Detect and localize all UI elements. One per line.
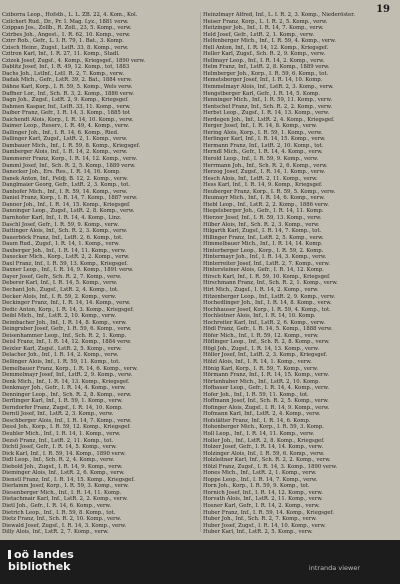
register-entry: Höfer Mich., Inf., I. R. 59, 12. Komp., verw.	[203, 332, 319, 339]
register-entry: Dachs Joh., LstInf., LstI. R. 2, 7. Komp., verw.	[2, 70, 125, 77]
register-entry: Deubler Mich., Inf., I. R. 14, 1. Komp., verw.	[2, 431, 121, 437]
logo-text-1: oö landes	[14, 548, 74, 561]
register-entry: Dessl Joh., Korp., I. R. 59, 12. Komp., Kriegsgef.	[2, 424, 131, 431]
register-entry: Dilly Alois, Inf., LstR. 2, 7. Komp., verw.	[2, 529, 109, 536]
register-entry: Danek Anton, Inf., Feldj. B. 12, 2. Komp., verw.	[2, 175, 128, 182]
register-entry: Hochleitner Alois, Inf., I. R. 14, 10. Komp.	[203, 313, 316, 320]
viewer-footer	[0, 540, 400, 584]
register-entry: Herdegen Joh., Inf., LstR. 2, 4. Komp., Kriegsgef.	[203, 116, 335, 123]
register-entry: Hohenberger Mich., Korp., I. R. 59, 3. Komp.	[203, 424, 324, 431]
register-entry: Danhofer Mich., Inf., I. R. 59, 14. Komp., verw.	[2, 188, 128, 195]
register-entry: Holzleitner Karl, Inf., Sch. R. 2, 2. Komp., verw.	[203, 457, 331, 464]
register-entry: Helfenberger Mich., Inf., I. R. 59, 4. Komp., verw.	[203, 38, 337, 45]
register-entry: Dick Karl, Inf., I. R. 59, 14. Komp., 1890 verw.	[2, 450, 126, 457]
register-entry: Deisl Franz, Inf., I. R. 14, 12. Komp., 1884 verw.	[2, 339, 132, 346]
register-entry: Dahmen Kaspar, Inf., LstR. 33, 11. Komp., verw.	[2, 103, 131, 110]
register-entry: Hosner Karl, Gefr., I. R. 14, 2. Komp., verw.	[203, 503, 320, 510]
left-column	[2, 12, 198, 536]
register-entry: Diewald Josef, Zugsf., I. R. 14, 3. Komp., verw.	[2, 522, 127, 529]
register-entry: Henninger Mich., Inf., I. R. 59, 11. Komp., verw.	[203, 97, 333, 104]
register-entry: Dechant Joh., Zugsf., LstR. 2, 4. Komp., tot.	[2, 286, 119, 293]
register-entry: Hofstätter Franz, Inf., I. R. 14, 6. Komp.	[203, 417, 311, 424]
register-entry: Heiser Franz, Korp., L. I. R. 2, 5. Komp., verw.	[203, 18, 328, 25]
register-entry: Herzog Josef, Zugsf., I. R. 14, 1. Komp., verw.	[203, 169, 326, 176]
register-entry: Hilber Alois, Inf., Sch. R. 2, 3. Komp., verw.	[203, 221, 320, 228]
register-entry: Dierlamm Josef, Korp., I. R. 59, 3. Komp., verw.	[2, 483, 129, 490]
register-entry: Hitzenberger Leop., Inf., LstR. 2, 9. Komp., verw.	[203, 293, 336, 300]
register-entry: Huber Joh., Inf., Sch. R. 2, 7. Komp., verw.	[203, 516, 317, 523]
register-entry: Deimbacher Joh., Inf., I. R. 14, 8. Komp., verw.	[2, 319, 127, 326]
register-entry: Danecker Joh., Ers. Res., I. R. 14, 16. Komp.	[2, 169, 121, 176]
register-entry: Derndorfer Franz, Zugsf., I. R. 14, 10. Komp.	[2, 404, 123, 411]
register-entry: Derflinger Karl, Inf., I. R. 59, 1. Komp., verw.	[2, 398, 123, 405]
register-entry: Holl Leop., Inf., I. R. 14, 11. Komp., verw.	[203, 431, 315, 437]
register-entry: Hengstberger Karl, Gefr., I. R. 14, 5. Komp.	[203, 90, 320, 97]
register-entry: Holler Joh., Inf., LstR. 2, 8. Komp., Kriegsgef.	[203, 437, 325, 444]
viewer-label[interactable]: intranda viewer	[308, 564, 360, 572]
register-entry: Hochreiter Karl, Inf., LstR. 2, 6. Komp., verw.	[203, 319, 325, 326]
register-entry: Hess Karl, Inf., I. R. 14, 9. Komp., Kriegsgef.	[203, 182, 323, 189]
register-entry: Dietachmair Karl, Inf., LstR. 2, 2. Komp., verw.	[2, 496, 128, 503]
register-entry: Dieminger Alois, Inf., LstR. 2, 6. Komp., verw.	[2, 470, 125, 477]
register-entry: Hörtenhuber Mich., Inf., LstR. 2, 10. Komp.	[203, 378, 321, 385]
register-entry: Dammerer Franz, Korp., I. R. 14, 12. Komp., verw.	[2, 156, 138, 163]
register-entry: Hölzl Franz, Zugsf., I. R. 14, 3. Komp., 1890 verw.	[203, 463, 338, 470]
register-entry: Hentschel Franz, Inf., Sch. R. 2, 2. Komp., verw.	[203, 103, 333, 110]
register-entry: Denk Mich., Inf., I. R. 14, 13. Komp., Kriegsgef.	[2, 378, 130, 385]
register-entry: Danninger Leop., Zugsf., LstR. 2, 8. Komp., verw.	[2, 208, 135, 215]
register-entry: Hintermayr Joh., Inf., I. R. 14, 3. Komp., verw.	[203, 254, 327, 261]
register-entry: Herbst Leop., Zugsf., I. R. 14, 13. Komp., verw.	[203, 110, 330, 117]
register-entry: Derntl Josef, Inf., LstR. 2, 3. Komp., verw.	[2, 411, 114, 418]
register-entry: Dallinger Joh., Inf., I. R. 14, 6. Komp., Ried.	[2, 129, 119, 136]
register-entry: Hilgarth Karl, Zugsf., I. R. 14, 7. Komp., tot.	[203, 228, 322, 235]
register-entry: Dienstl Franz, Inf., I. R. 14, 15. Komp., Kriegsgef.	[2, 476, 135, 483]
register-entry: Held Josef, Gefr., LstR. 2, 1. Komp., verw.	[203, 31, 315, 38]
register-entry: Hillinger Franz, Inf., LstR. 2, 5. Komp., verw.	[203, 234, 324, 241]
register-entry: Heinzlmayr Alfred, Inf., L. I. R. 2, 3. Komp., Niederöster.	[203, 12, 355, 18]
register-entry: Daxberger Joh., Inf., I. R. 14, 11. Komp., verw.	[2, 247, 127, 254]
library-logo[interactable]	[8, 549, 74, 573]
register-entry: Deixler Karl, Zugsf., LstR. 2, 5. Komp., verw.	[2, 345, 122, 352]
register-entry: Deisenhammer Leop., Inf., Sch. R. 2, 1. Komp.	[2, 332, 127, 339]
register-entry: Damml Josef, Inf., Sch. R. 2, 5. Komp., 1889 verw.	[2, 162, 136, 169]
register-entry: Hochedlinger Joh., Inf., I. R. 14, 8. Komp., verw.	[203, 300, 332, 307]
register-entry: Hiebl Leop., Inf., LstR. 2, 2. Komp., 1886 verw.	[203, 201, 329, 208]
logo-line-2: bibliothek	[8, 560, 71, 573]
register-entry: Horvath Alois, Inf., LstR. 2, 11. Komp., verw.	[203, 496, 323, 503]
register-entry: Dablitz Josef, Inf., I. R. 49, 12. Komp., tot, 1883	[2, 64, 130, 71]
register-entry: Hofinger Alois, Zugsf., I. R. 14, 9. Komp., verw.	[203, 404, 330, 411]
right-column	[203, 12, 395, 536]
register-entry: Helmberger Joh., Korp., I. R. 59, 6. Komp., tot.	[203, 70, 329, 77]
register-entry: Hiegelsberger Joh., Gefr., I. R. 14, 11. Komp.	[203, 208, 324, 215]
register-entry: Höller Josef, Inf., LstR. 2, 3. Komp., Kriegsgef.	[203, 352, 328, 359]
register-entry: Daschl Josef, Gefr., I. R. 59, 9. Komp., verw.	[2, 221, 119, 228]
register-entry: Herndl Mich., Gefr., I. R. 14, 4. Komp., verw.	[203, 149, 323, 156]
register-entry: Darnhofer Karl, Inf., I. R. 14, 4. Komp., Linz.	[2, 214, 122, 221]
register-entry: Huber Karl, Inf., LstR. 2, 5. Komp., verw.	[203, 529, 313, 536]
register-entry: Czisch Heinr., Zugsf., LstR. 33, 8. Komp., verw.	[2, 44, 129, 51]
register-entry: Holzinger Alois, Inf., I. R. 59, 6. Komp., verw.	[203, 450, 325, 457]
register-entry: Dagn Joh., Zugsf., LstR. 2, 9. Komp., Kriegsgef.	[2, 97, 129, 104]
register-entry: Dedic Anton, Korp., I. R. 14, 3. Komp., Kriegsgef.	[2, 306, 134, 313]
register-entry: Czizek Josef, Zugsf., 4. Komp., Kriegsgef., 1890 verw.	[2, 57, 146, 64]
register-entry: Himmelbauer Mich., Inf., I. R. 14, 14. Komp.	[203, 241, 323, 248]
register-entry: Daiber Franz, Gefr., I. R. 14, 3. Komp., 1885 tot	[2, 110, 130, 117]
register-entry: Hintersteiner Alois, Gefr., I. R. 14, 12. Komp.	[203, 267, 324, 274]
register-entry: Hirt Mich., Zugsf., I. R. 14, 2. Komp., verw.	[203, 286, 319, 293]
register-entry: Hofbauer Leop., Gefr., I. R. 14, 4. Komp., verw.	[203, 385, 330, 392]
register-entry: Hoffmann Josef, Inf., Sch. R. 2, 5. Komp., verw.	[203, 398, 329, 405]
register-entry: Hermann Franz, Inf., LstR. 2, 10. Komp., tot.	[203, 142, 324, 149]
register-entry: Herold Leop., Inf., I. R. 59, 9. Komp., verw.	[203, 156, 319, 163]
register-entry: Damberger Alois, Inf., I. R. 14, 2. Komp., verw.	[2, 149, 128, 156]
logo-mark-icon	[8, 550, 11, 559]
register-entry: Heitzinger Joh., Inf., I. R. 14, 7. Komp., verw.	[203, 25, 324, 32]
register-entry: Holzer Josef, Gefr., I. R. 14, 14. Komp., verw.	[203, 444, 324, 451]
register-entry: Hochhauser Josef, Korp., I. R. 59, 4. Komp., tot.	[203, 306, 331, 313]
register-entry: Hemetsberger Josef, Inf., I. R. 14, 10. Komp.	[203, 77, 323, 84]
register-entry: Hoppe Leop., Inf., I. R. 14, 7. Komp., verw.	[203, 476, 318, 483]
register-entry: Dietrich Leop., Inf., I. R. 59, 8. Komp., tot.	[2, 509, 116, 516]
register-entry: Hofmann Karl, Inf., LstR. 2, 4. Komp., verw.	[203, 411, 321, 418]
register-entry: Decker Alois, Inf., I. R. 59, 2. Komp., verw.	[2, 293, 117, 300]
page-number: 19	[376, 4, 390, 15]
register-entry: Dauerböck Franz, Inf., LstR. 2, 6. Komp., tot.	[2, 234, 123, 241]
register-entry: Danglmaier Georg, Gefr., LstR. 2, 3. Komp., tot.	[2, 182, 131, 189]
register-entry: Daniel Franz, Korp., I. R. 14, 7. Komp., 1887 verw.	[2, 195, 138, 202]
register-entry: Dezsö Franz, Inf., LstR. 2, 11. Komp., tot.	[2, 437, 114, 444]
register-entry: Dichtl Josef, Gefr., I. R. 14, 5. Komp., verw.	[2, 444, 117, 451]
register-entry: Horn Joh., Korp., I. R. 59, 9. Komp., tot.	[203, 483, 310, 490]
register-entry: Hinterreiter Josef, Inf., LstR. 2, 7. Komp., verw.	[203, 260, 330, 267]
register-entry: Daimer Leop., Reserv., I. R. 49, 4. Komp., verw.	[2, 123, 130, 130]
register-entry: Hones Mich., Inf., LstR. 2, 1. Komp., verw.	[203, 470, 317, 477]
register-entry: Daum Rud., Zugsf., I. R. 14, 1. Komp., verw.	[2, 241, 120, 248]
register-entry: Hellmayr Leop., Inf., I. R. 14, 2. Komp., verw.	[203, 57, 325, 64]
register-entry: Denninger Leop., Inf., Sch. R. 2, 8. Komp., verw.	[2, 391, 132, 398]
register-entry: Czirbes Joh., Angest., 1. R. 62, 10. Komp., verw.	[2, 31, 131, 38]
register-entry: Hörmann Franz, Inf., I. R. 14, 15. Komp., verw.	[203, 372, 330, 379]
register-entry: Dayer Josef, Gefr., Sch. R. 2, 7. Komp., verw.	[2, 273, 122, 280]
register-entry: Hell Anton, Inf., I. R. 14, 12. Komp., Kriegsgef.	[203, 44, 329, 51]
register-entry: Herlinger Karl, Inf., I. R. 14, 15. Komp., verw.	[203, 136, 326, 143]
register-entry: Cziborra Leop., Hofstb., L. L. ZB. 22, 4. Kom., Kol.	[2, 12, 138, 18]
register-entry: Hirsch Karl, Inf., I. R. 59, 10. Komp., Kriegsgef.	[203, 273, 331, 280]
register-entry: Daxner Leop., Inf., I. R. 14, 9. Komp., 1891 verw.	[2, 267, 134, 274]
register-entry: Daxl Franz, Inf., I. R. 59, 13. Komp., Kriegsgef.	[2, 260, 128, 267]
register-entry: Czitron Karl, Inf., I. R. 27, 11. Komp., Stadl.	[2, 51, 120, 58]
register-entry: Czilchert Rud., Dr., Pr. I. Mag. Lyz., 1881 verw.	[2, 18, 129, 25]
register-entry: Dattinger Alois, Inf., Sch. R. 2, 3. Komp., verw.	[2, 228, 128, 235]
register-entry: Didl Leop., Inf., Sch. R. 2, 4. Komp., verw.	[2, 457, 115, 464]
register-entry: Daichendt Alois, Korp., I. R. 14, 10. Komp., verw.	[2, 116, 134, 123]
register-entry: Herger Josef, Inf., I. R. 14, 8. Komp., verw.	[203, 123, 318, 130]
register-entry: Heuberger Franz, Korp., I. R. 59, 5. Komp., verw.	[203, 188, 336, 195]
register-entry: Dietl Joh., Gefr., I. R. 14, 6. Komp., verw.	[2, 503, 112, 510]
register-entry: Dambauer Mich., Inf., I. R. 59, 8. Komp., Kriegsgef.	[2, 142, 141, 149]
register-entry: Hirschmann Franz, Inf., Sch. R. 2, 1. Komp., verw.	[203, 280, 338, 287]
register-entry: Dähne Karl, Korp., I. R. 59, 5. Komp., Wels verw.	[2, 84, 133, 91]
register-entry: Dellinger Alois, Inf., I. R. 59, 11. Komp., tot.	[2, 358, 121, 365]
register-entry: Hofer Joh., Inf., I. R. 59, 11. Komp., tot.	[203, 391, 309, 398]
register-entry: Hornich Josef, Inf., I. R. 14, 12. Komp., verw.	[203, 489, 323, 496]
register-entry: Heumayr Mich., Inf., I. R. 14, 6. Komp., verw.	[203, 195, 325, 202]
register-entry: Dietz Franz, Inf., Sch. R. 2, 10. Komp., verw.	[2, 516, 122, 523]
register-entry: Hemmelmayr Alois, Inf., LstR. 2, 3. Komp., verw.	[203, 84, 334, 91]
register-entry: Deckinger Franz, Inf., I. R. 14, 14. Komp., verw.	[2, 300, 131, 307]
register-entry: Deschberger Alois, Inf., I. R. 14, 7. Komp., verw.	[2, 417, 132, 424]
register-entry: Hödl Franz, Gefr., I. R. 14, 5. Komp., 1888 verw.	[203, 326, 333, 333]
register-entry: Heller Karl, Zugsf., Sch. R. 2, 9. Komp., verw.	[203, 51, 326, 58]
register-entry: Danner Joh., Inf., I. R. 14, 15. Komp., Kriegsgef.	[2, 201, 131, 208]
register-entry: Dallinger Karl, Zugsf., LstR. 2, 1. Komp., verw.	[2, 136, 128, 143]
register-entry: Demelbauer Franz, Korp., I. R. 14, 6. Komp., verw.	[2, 365, 138, 372]
register-entry: Hinterberger Leop., Korp., I. R. 59, 2. Komp.	[203, 247, 324, 254]
register-entry: Delacher Joh., Inf., I. R. 14, 2. Komp., verw.	[2, 352, 119, 359]
register-entry: Hönig Karl, Korp., I. R. 59, 7. Komp., verw.	[203, 365, 319, 372]
register-entry: Hesch Alois, Inf., LstR. 2, 11. Komp., verw.	[203, 175, 318, 182]
register-entry: Helm Franz, Inf., LstR. 2, 8. Komp., 1889 verw.	[203, 64, 330, 71]
register-entry: Huber Franz, Inf., I. R. 59, 14. Komp., Kriegsgef.	[203, 509, 334, 516]
register-entry: Hierzer Josef, Inf., I. R. 59, 13. Komp., verw.	[203, 214, 322, 221]
register-entry: Daffner Lor., Inf., Sch. R. 3, 2. Komp., 1886 verw.	[2, 90, 135, 97]
register-entry: Hölzl Alois, Inf., I. R. 14, 1. Komp., verw.	[203, 358, 312, 365]
register-entry: Czirr Rob., Gefr., L. I. R. 79, 1. Bat., 3. Komp.	[2, 38, 124, 45]
register-entry: Hering Alois, Korp., I. R. 59, 1. Komp., verw.	[203, 129, 323, 136]
register-entry: Diesenberger Mich., Inf., I. R. 14, 11. Komp.	[2, 489, 122, 496]
register-entry: Diebold Joh., Zugsf., I. R. 14, 9. Komp., verw.	[2, 463, 123, 470]
register-entry: Deibl Mich., Inf., LstR. 2, 10. Komp., verw.	[2, 313, 116, 320]
register-entry: Demmelmayr Josef, Inf., LstR. 2, 9. Komp., verw.	[2, 372, 133, 379]
register-entry: Deberer Karl, Inf., I. R. 14, 5. Komp., verw.	[2, 280, 118, 287]
register-entry: Dadak Mich., Gefr., LstR. 39, 2. Bat., 1884 verw.	[2, 77, 132, 84]
register-entry: Czippan Jos., Zollb., R. Zoll., 23, 5. Komp., verw.	[2, 25, 132, 32]
register-entry: Huber Josef, Zugsf., I. R. 14, 10. Komp., verw.	[203, 522, 326, 529]
register-entry: Denkmayr Joh., Gefr., I. R. 14, 4. Komp., verw.	[2, 385, 126, 392]
register-entry: Herrmann Joh., Inf., Sch. R. 2, 6. Komp., verw.	[203, 162, 328, 169]
column-divider	[200, 12, 201, 532]
register-entry: Höflinger Leop., Inf., Sch. R. 2, 8. Komp., verw.	[203, 339, 330, 346]
register-entry: Deingruber Josef, Gefr., I. R. 59, 6. Komp., verw.	[2, 326, 132, 333]
register-entry: Daxecker Mich., Korp., LstR. 2, 2. Komp., verw.	[2, 254, 130, 261]
register-entry: Högl Joh., Zugsf., I. R. 14, 13. Komp., verw.	[203, 345, 320, 352]
